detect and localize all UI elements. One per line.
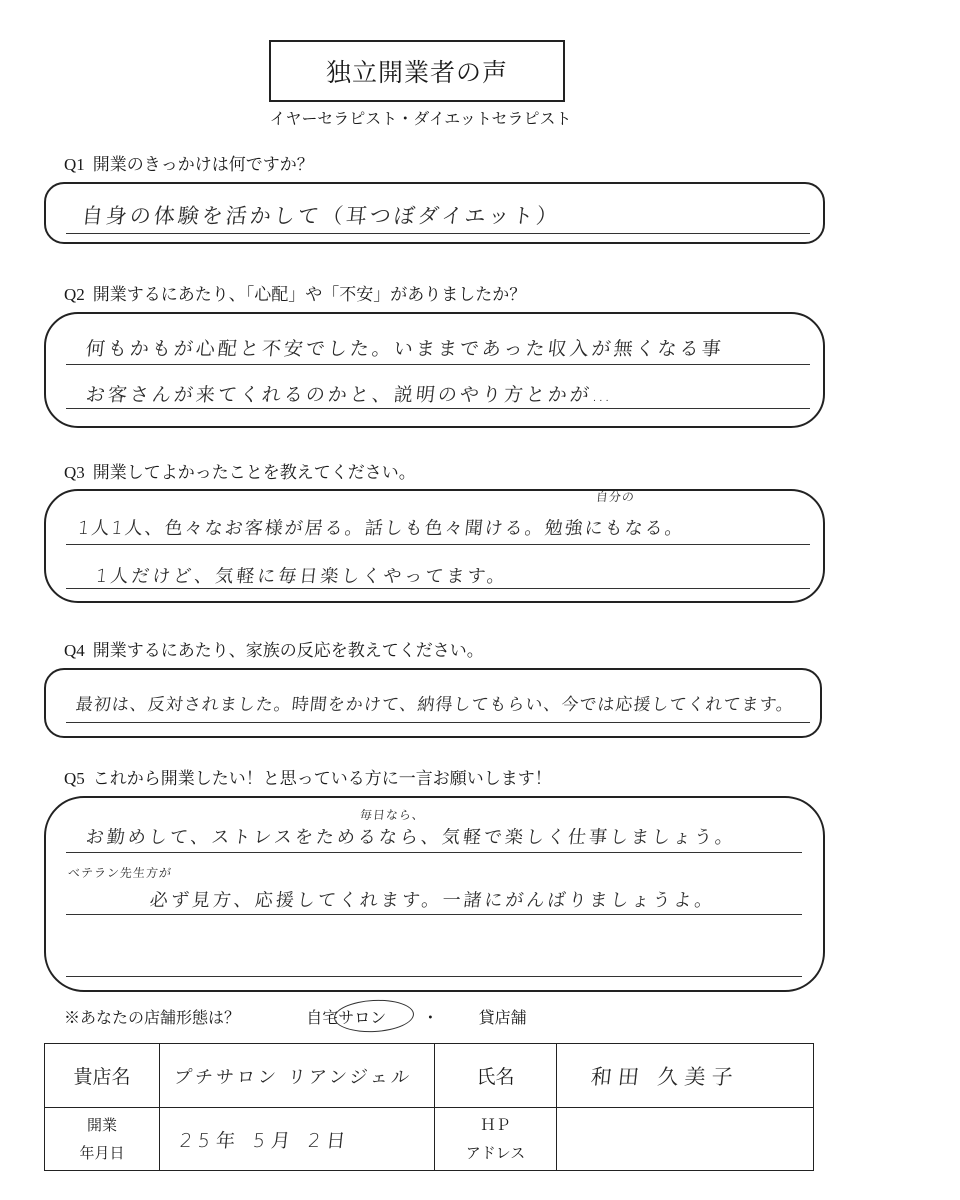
hp-address-value	[557, 1108, 814, 1171]
selection-circle-mark	[333, 998, 415, 1034]
question-number: Q1	[64, 155, 85, 174]
answer-box-2	[44, 312, 825, 428]
question-number: Q3	[64, 463, 85, 482]
store-type-rental: 貸店舗	[478, 1008, 527, 1027]
store-type-home-salon: 自宅サロン	[306, 1008, 387, 1027]
answer-line	[66, 976, 802, 977]
hp-address-label	[435, 1108, 557, 1171]
answer-1-line-1: 自身の体験を活かして（耳つぼダイエット）	[80, 204, 562, 228]
answer-line	[66, 588, 810, 589]
answer-line	[66, 722, 810, 723]
owner-name-label: 氏名	[435, 1044, 557, 1108]
hp-label-line-2: アドレス	[465, 1144, 526, 1162]
answer-line	[66, 544, 810, 545]
question-3	[64, 458, 416, 483]
answer-5-line-1: お勤めして、ストレスをためるなら、気軽で楽しく仕事しましょう。	[84, 827, 738, 848]
store-type-row	[64, 1005, 527, 1028]
opening-label-line-1: 開業	[86, 1116, 117, 1134]
store-type-separator: ・	[422, 1008, 439, 1027]
question-2	[64, 280, 526, 305]
answer-line	[66, 364, 810, 365]
shop-info-table	[44, 1043, 814, 1171]
owner-name-cell	[557, 1044, 814, 1108]
page-title: 独立開業者の声	[269, 40, 565, 102]
answer-2-line-1: 何もかもが心配と不安でした。いままであった収入が無くなる事	[84, 338, 725, 360]
question-text: 開業のきっかけは何ですか？	[92, 155, 314, 175]
answer-5-note-1: 毎日なら、	[359, 808, 426, 822]
answer-2-line-2: お客さんが来てくれるのかと、説明のやり方とかが…	[84, 384, 616, 406]
answer-3-line-1: 1人1人、色々なお客様が居る。話しも色々聞ける。勉強にもなる。	[76, 518, 686, 539]
question-number: Q2	[64, 285, 85, 304]
opening-date-cell	[160, 1108, 435, 1171]
store-type-label: ※あなたの店舗形態は？	[64, 1008, 241, 1027]
question-text: 開業してよかったことを教えてください。	[92, 463, 416, 483]
question-5	[64, 764, 552, 789]
answer-4-line-1: 最初は、反対されました。時間をかけて、納得してもらい、今では応援してくれてます。	[74, 695, 796, 715]
question-text: 開業するにあたり、家族の反応を教えてください。	[92, 641, 484, 661]
answer-3-line-2: 1人だけど、気軽に毎日楽しくやってます。	[94, 566, 509, 587]
hp-label-line-1: ＨＰ	[480, 1116, 511, 1134]
question-number: Q5	[64, 769, 85, 788]
question-text: これから開業したい！と思っている方に一言お願いします！	[92, 769, 552, 789]
question-number: Q4	[64, 641, 85, 660]
answer-line	[66, 852, 802, 853]
question-1	[64, 150, 314, 175]
owner-name-value: 和田 久美子	[589, 1064, 740, 1089]
answer-line	[66, 914, 802, 915]
answer-3-note: 自分の	[595, 490, 636, 504]
opening-date-label	[45, 1108, 160, 1171]
answer-5-note-2: ベテラン先生方が	[67, 866, 173, 880]
store-name-label: 貴店名	[45, 1044, 160, 1108]
answer-line	[66, 408, 810, 409]
answer-line	[66, 233, 810, 234]
store-name-cell	[160, 1044, 435, 1108]
question-text: 開業するにあたり、「心配」や「不安」がありましたか？	[92, 285, 527, 305]
opening-date-value: 25年 5月 2日	[178, 1129, 353, 1152]
page-subtitle: イヤーセラピスト・ダイエットセラピスト	[269, 109, 572, 128]
answer-5-line-2: 必ず見方、応援してくれます。一諸にがんばりましょうよ。	[148, 890, 717, 911]
opening-label-line-2: 年月日	[79, 1144, 125, 1162]
question-4	[64, 636, 484, 661]
store-name-value: プチサロン リアンジェル	[172, 1066, 414, 1088]
